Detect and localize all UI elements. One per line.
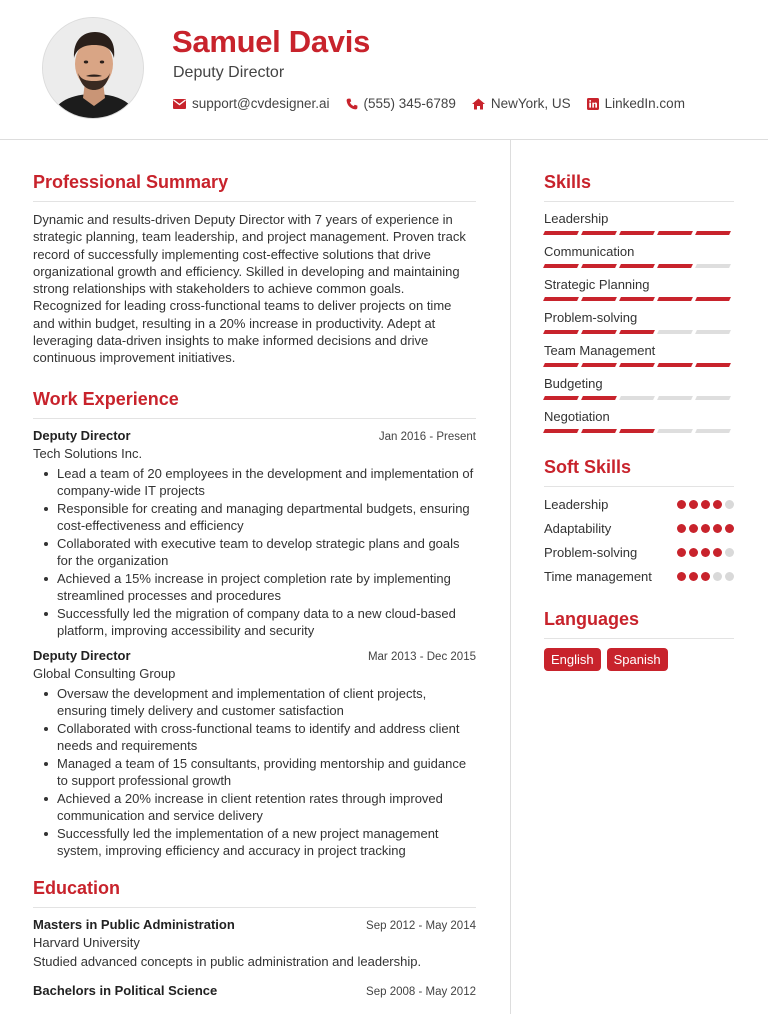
skill-level-segment: [619, 363, 655, 367]
rating-dot: [725, 500, 734, 509]
rating-dot: [689, 548, 698, 557]
skill-level-segment: [657, 297, 693, 301]
rating-dot: [713, 572, 722, 581]
skill-level-segment: [695, 429, 731, 433]
rating-dot: [701, 524, 710, 533]
rating-dot: [689, 524, 698, 533]
soft-skill-item: [544, 568, 734, 585]
education-entry: [33, 983, 476, 998]
skill-level-segment: [581, 231, 617, 235]
skill-level-segment: [619, 330, 655, 334]
skill-item: [544, 310, 734, 334]
rating-dot: [725, 524, 734, 533]
skill-name: Communication: [544, 244, 635, 259]
skill-level-segment: [695, 231, 731, 235]
skill-item: [544, 409, 734, 433]
rating-dot: [677, 524, 686, 533]
skill-level-segment: [543, 297, 579, 301]
skill-level-segment: [657, 363, 693, 367]
skill-level-segment: [695, 297, 731, 301]
skill-level-segment: [619, 429, 655, 433]
skill-level-segment: [657, 330, 693, 334]
education-date: Sep 2008 - May 2012: [366, 985, 476, 998]
rating-dot: [677, 572, 686, 581]
sidebar-column: [544, 172, 734, 671]
skill-level-segment: [581, 264, 617, 268]
rating-dot: [713, 500, 722, 509]
resume-header: [0, 0, 768, 140]
soft-skill-item: [544, 544, 734, 561]
skill-level-bar: [544, 231, 734, 235]
job-company: Tech Solutions Inc.: [33, 445, 143, 461]
contact-email[interactable]: [173, 96, 330, 111]
skill-level-segment: [657, 264, 693, 268]
education-description: Studied advanced concepts in public administration and leadership.: [33, 953, 422, 969]
contact-location: [472, 96, 571, 111]
soft-skill-rating: [674, 496, 734, 509]
skill-level-segment: [657, 429, 693, 433]
skill-level-segment: [581, 429, 617, 433]
skill-level-segment: [695, 264, 731, 268]
rating-dot: [713, 524, 722, 533]
job-bullet: Managed a team of 15 consultants, providing mentorship and guidance to support professional growth: [33, 755, 476, 790]
skill-level-bar: [544, 264, 734, 268]
skill-level-segment: [581, 363, 617, 367]
skill-level-segment: [543, 396, 579, 400]
rating-dot: [701, 500, 710, 509]
soft-skill-item: [544, 496, 734, 513]
summary-text: Dynamic and results-driven Deputy Director with 7 years of experience in strategic planning, team leadership, and project management. Proven track record of successfully implementing cost-effective solutions that drive organizational growth and efficiency. Skilled in developing and maintaining strong relationships with stakeholders to achieve common goals. Recognized for leading cross-functional teams to deliver projects on time and within budget, resulting in a 20% increase in productivity. Adept at leveraging data-driven insights to make informed decisions and drive continuous improvement initiatives.: [33, 212, 466, 366]
skill-item: [544, 343, 734, 367]
skill-level-segment: [543, 429, 579, 433]
skill-level-segment: [543, 231, 579, 235]
job-bullet: Successfully led the implementation of a new project management system, improving efficiency and accuracy in project tracking: [33, 825, 476, 860]
skill-level-segment: [543, 264, 579, 268]
rating-dot: [701, 548, 710, 557]
soft-skill-name: Adaptability: [544, 521, 612, 536]
skill-level-bar: [544, 330, 734, 334]
rating-dot: [689, 500, 698, 509]
soft-skill-item: [544, 520, 734, 537]
soft-skill-name: Problem-solving: [544, 545, 638, 560]
skill-name: Strategic Planning: [544, 277, 650, 292]
skill-level-segment: [543, 330, 579, 334]
skill-name: Problem-solving: [544, 310, 638, 325]
job-header: [33, 648, 476, 663]
education-school: Harvard University: [33, 934, 140, 950]
skill-level-bar: [544, 396, 734, 400]
language-badge: English: [544, 648, 601, 671]
contact-list: [173, 96, 701, 111]
education-degree: Bachelors in Political Science: [33, 982, 218, 998]
skill-level-bar: [544, 429, 734, 433]
education-heading: Education: [33, 878, 476, 908]
rating-dot: [725, 572, 734, 581]
profile-photo: [42, 17, 144, 119]
contact-linkedin-text: LinkedIn.com: [604, 96, 685, 111]
education-date: Sep 2012 - May 2014: [366, 919, 476, 932]
job-bullet: Successfully led the migration of company data to a new cloud-based platform, improving accessibility and security: [33, 605, 476, 640]
rating-dot: [677, 548, 686, 557]
soft-skill-rating: [674, 520, 734, 533]
soft-skills-heading: Soft Skills: [544, 457, 734, 487]
skill-level-segment: [581, 396, 617, 400]
skill-level-segment: [543, 363, 579, 367]
skill-level-segment: [619, 396, 655, 400]
skill-name: Negotiation: [544, 409, 610, 424]
skill-level-segment: [581, 297, 617, 301]
phone-icon: [346, 98, 358, 110]
skill-level-segment: [619, 264, 655, 268]
job-title: Deputy Director: [33, 427, 131, 443]
soft-skill-rating: [674, 568, 734, 581]
education-degree: Masters in Public Administration: [33, 916, 235, 932]
education-header: [33, 983, 476, 998]
contact-phone[interactable]: [346, 96, 456, 111]
skill-item: [544, 244, 734, 268]
soft-skills-list: [544, 496, 734, 585]
contact-linkedin[interactable]: [587, 96, 685, 111]
rating-dot: [713, 548, 722, 557]
summary-heading: Professional Summary: [33, 172, 476, 202]
rating-dot: [677, 500, 686, 509]
job-bullet: Collaborated with cross-functional teams to identify and address client needs and requirements: [33, 720, 476, 755]
linkedin-icon: [587, 98, 599, 110]
skill-item: [544, 277, 734, 301]
skill-level-segment: [695, 363, 731, 367]
skill-item: [544, 211, 734, 235]
avatar-portrait-icon: [43, 18, 144, 119]
job-title: Deputy Director: [33, 647, 131, 663]
job-bullets: [33, 685, 476, 860]
skill-name: Leadership: [544, 211, 609, 226]
soft-skill-name: Leadership: [544, 497, 609, 512]
home-icon: [472, 98, 485, 110]
skill-item: [544, 376, 734, 400]
skills-heading: Skills: [544, 172, 734, 202]
contact-email-text: support@cvdesigner.ai: [192, 96, 330, 111]
education-entry: [33, 917, 476, 969]
job-bullet: Oversaw the development and implementation of client projects, ensuring timely delivery and customer satisfaction: [33, 685, 476, 720]
skill-level-bar: [544, 297, 734, 301]
rating-dot: [701, 572, 710, 581]
job-bullet: Lead a team of 20 employees in the development and implementation of company-wide IT projects: [33, 465, 476, 500]
job-date: Mar 2013 - Dec 2015: [367, 650, 476, 663]
candidate-title: Deputy Director: [173, 64, 285, 81]
soft-skill-rating: [674, 544, 734, 557]
contact-phone-text: (555) 345-6789: [363, 96, 456, 111]
column-divider: [510, 140, 511, 1014]
candidate-name: Samuel Davis: [172, 24, 371, 59]
job-bullet: Collaborated with executive team to develop strategic plans and goals for the organization: [33, 535, 476, 570]
rating-dot: [689, 572, 698, 581]
skill-name: Team Management: [544, 343, 656, 358]
skill-level-segment: [657, 396, 693, 400]
skills-list: [544, 211, 734, 433]
languages-list: [544, 648, 734, 671]
rating-dot: [725, 548, 734, 557]
envelope-icon: [173, 99, 186, 109]
job-header: [33, 428, 476, 443]
main-column: [33, 172, 476, 1008]
skill-level-segment: [619, 231, 655, 235]
job-bullet: Achieved a 15% increase in project completion rate by implementing streamlined processes and procedures: [33, 570, 476, 605]
skill-level-bar: [544, 363, 734, 367]
job-company: Global Consulting Group: [33, 665, 176, 681]
skill-level-segment: [695, 330, 731, 334]
job-bullet: Achieved a 20% increase in client retention rates through improved communication and service delivery: [33, 790, 476, 825]
job-bullet: Responsible for creating and managing departmental budgets, ensuring cost-effectiveness and efficiency: [33, 500, 476, 535]
skill-level-segment: [581, 330, 617, 334]
job-bullets: [33, 465, 476, 640]
skill-level-segment: [657, 231, 693, 235]
job-entry: [33, 648, 476, 860]
language-badge: Spanish: [607, 648, 668, 671]
skill-level-segment: [695, 396, 731, 400]
soft-skill-name: Time management: [544, 569, 652, 584]
skill-name: Budgeting: [544, 376, 603, 391]
job-date: Jan 2016 - Present: [378, 430, 476, 443]
experience-heading: Work Experience: [33, 389, 476, 419]
job-entry: [33, 428, 476, 640]
languages-heading: Languages: [544, 609, 734, 639]
contact-location-text: NewYork, US: [490, 96, 571, 111]
education-header: [33, 917, 476, 932]
skill-level-segment: [619, 297, 655, 301]
